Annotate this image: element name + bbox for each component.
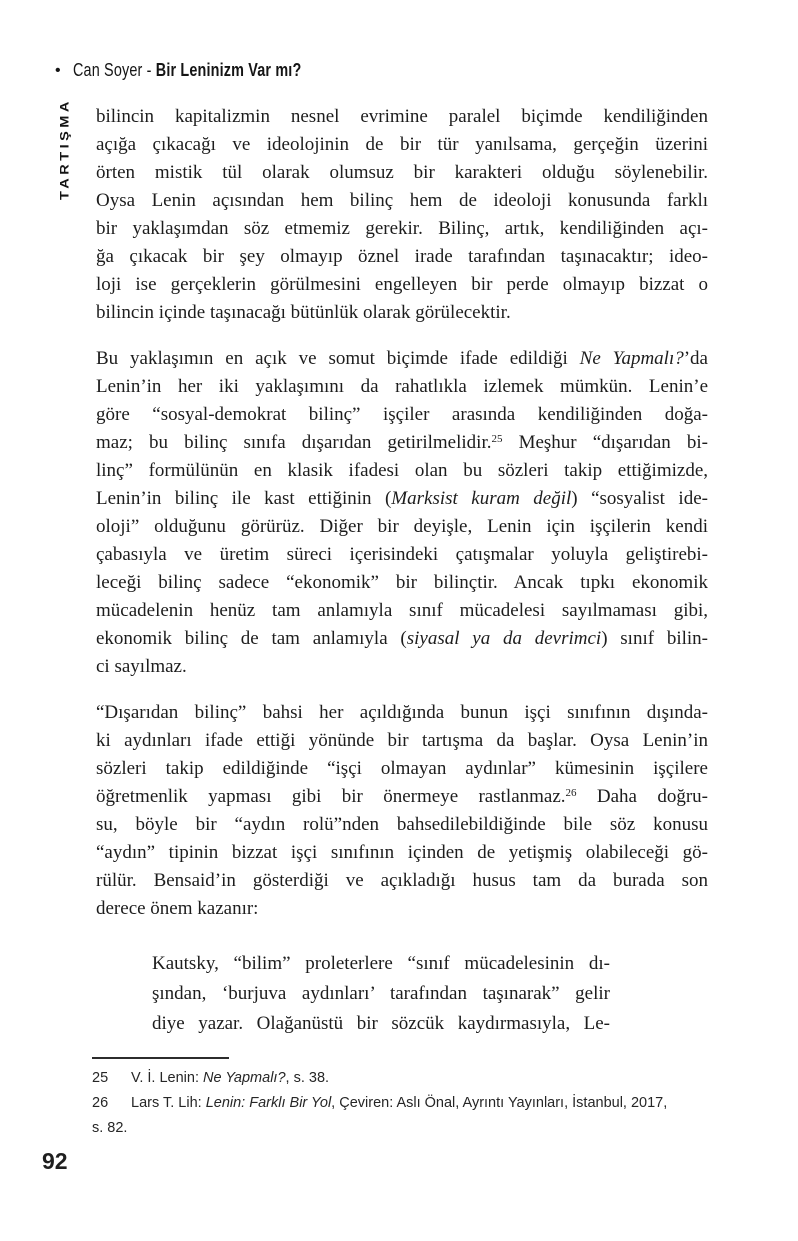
bullet-icon: • bbox=[55, 62, 61, 79]
text-line: bir yaklaşımdan söz etmemiz gerekir. Bilinç, artık, kendiliğinden açı- bbox=[96, 218, 708, 239]
footnote-line: 25 V. İ. Lenin: Ne Yapmalı?, s. 38. bbox=[92, 1066, 752, 1091]
text-line: Kautsky, “bilim” proleterlere “sınıf mücadelesinin dı- bbox=[152, 953, 610, 974]
text-line: Lenin’in her iki yaklaşımını da rahatlıkla izlemek mümkün. Lenin’e bbox=[96, 376, 708, 397]
text-line: örten mistik tül olarak olumsuz bir karakteri olduğu söylenebilir. bbox=[96, 162, 708, 183]
running-header bbox=[55, 61, 358, 80]
text-line: açığa çıkacağı ve ideolojinin de bir tür yanılsama, gerçeğin üzerini bbox=[96, 134, 708, 155]
text-line: ekonomik bilinç de tam anlamıyla (siyasal ya da devrimci) sınıf bilin- bbox=[96, 628, 708, 649]
text-line: ci sayılmaz. bbox=[96, 656, 187, 677]
section-side-label: TARTIŞMA bbox=[58, 98, 72, 200]
paragraph bbox=[96, 345, 708, 681]
text-line: “aydın” tipinin bizzat işçi sınıfının içinden de yetişmiş olabileceği gö- bbox=[96, 842, 708, 863]
text-line: sözleri takip edildiğinde “işçi olmayan aydınlar” kümesinin işçilere bbox=[96, 758, 708, 779]
text-line: leceği bilinç sadece “ekonomik” bir bilinçtir. Ancak tıpkı ekonomik bbox=[96, 572, 708, 593]
text-line: ki aydınları ifade ettiği yönünde bir tartışma da başlar. Oysa Lenin’in bbox=[96, 730, 708, 751]
text-line: Oysa Lenin açısından hem bilinç hem de ideoloji konusunda farklı bbox=[96, 190, 708, 211]
footnotes-section bbox=[92, 1057, 752, 1141]
book-title-label: Bir Leninizm Var mı? bbox=[155, 60, 302, 80]
footnote-number: 25 bbox=[92, 1070, 109, 1086]
text-line: bilincin kapitalizmin nesnel evrimine paralel biçimde kendiliğinden bbox=[96, 106, 708, 127]
body-content bbox=[96, 103, 708, 1039]
author-label: Can Soyer - bbox=[72, 60, 156, 80]
text-line: loji ise gerçeklerin görülmesini engelleyen bir perde olmayıp bizzat o bbox=[96, 274, 708, 295]
text-line: ğa çıkacak bir şey olmayıp öznel irade tarafından taşınacaktır; ideo- bbox=[96, 246, 708, 267]
text-line: çabasıyla ve üretim süreci içerisindeki çatışmalar yoluyla geliştirebi- bbox=[96, 544, 708, 565]
text-line: göre “sosyal-demokrat bilinç” işçiler arasında kendiliğinden doğa- bbox=[96, 404, 708, 425]
footnote-line: 26 Lars T. Lih: Lenin: Farklı Bir Yol, Çeviren: Aslı Önal, Ayrıntı Yayınları, İstanbul, 2017, bbox=[92, 1091, 752, 1116]
footnotes-list bbox=[92, 1066, 752, 1141]
paragraph bbox=[96, 699, 708, 923]
text-line: şından, ‘burjuva aydınları’ tarafından taşınarak” gelir bbox=[152, 983, 610, 1004]
text-line: bilincin içinde taşınacağı bütünlük olarak görülecektir. bbox=[96, 302, 511, 323]
paragraph bbox=[96, 103, 708, 327]
footnote-number: 26 bbox=[92, 1095, 109, 1111]
footnote-marker: 26 bbox=[565, 787, 577, 799]
quote-block bbox=[96, 949, 708, 1039]
text-line: diye yazar. Olağanüstü bir sözcük kaydırmasıyla, Le- bbox=[152, 1013, 610, 1034]
text-line: oloji” olduğunu görürüz. Diğer bir deyişle, Lenin için işçilerin kendi bbox=[96, 516, 708, 537]
text-line: Lenin’in bilinç ile kast ettiğinin (Marksist kuram değil) “sosyalist ide- bbox=[96, 488, 708, 509]
text-line: su, böyle bir “aydın rolü”nden bahsedilebildiğinde bile söz konusu bbox=[96, 814, 708, 835]
footnote bbox=[92, 1066, 752, 1091]
text-line: linç” formülünün en klasik ifadesi olan bu sözleri takip ettiğimizde, bbox=[96, 460, 708, 481]
text-line: öğretmenlik yapması gibi bir önermeye rastlanmaz.$^{26}$ Daha doğru- bbox=[96, 786, 708, 807]
footnote-marker: 25 bbox=[491, 433, 503, 445]
footnote-line: s. 82. bbox=[92, 1120, 128, 1136]
footnote bbox=[92, 1091, 752, 1141]
text-line: “Dışarıdan bilinç” bahsi her açıldığında bunun işçi sınıfının dışında- bbox=[96, 702, 708, 723]
header-text bbox=[73, 61, 301, 80]
text-line: rülür. Bensaid’in gösterdiği ve açıkladığı husus tam da burada son bbox=[96, 870, 708, 891]
text-line: mücadelenin henüz tam anlamıyla sınıf mücadelesi sayılmaması gibi, bbox=[96, 600, 708, 621]
text-line: Bu yaklaşımın en açık ve somut biçimde ifade edildiği Ne Yapmalı?’da bbox=[96, 348, 708, 369]
text-line: maz; bu bilinç sınıfa dışarıdan getirilmelidir.$^{25}$ Meşhur “dışarıdan bi- bbox=[96, 432, 708, 453]
footnote-rule bbox=[92, 1057, 229, 1059]
text-line: derece önem kazanır: bbox=[96, 898, 259, 919]
page-number: 92 bbox=[42, 1148, 68, 1174]
